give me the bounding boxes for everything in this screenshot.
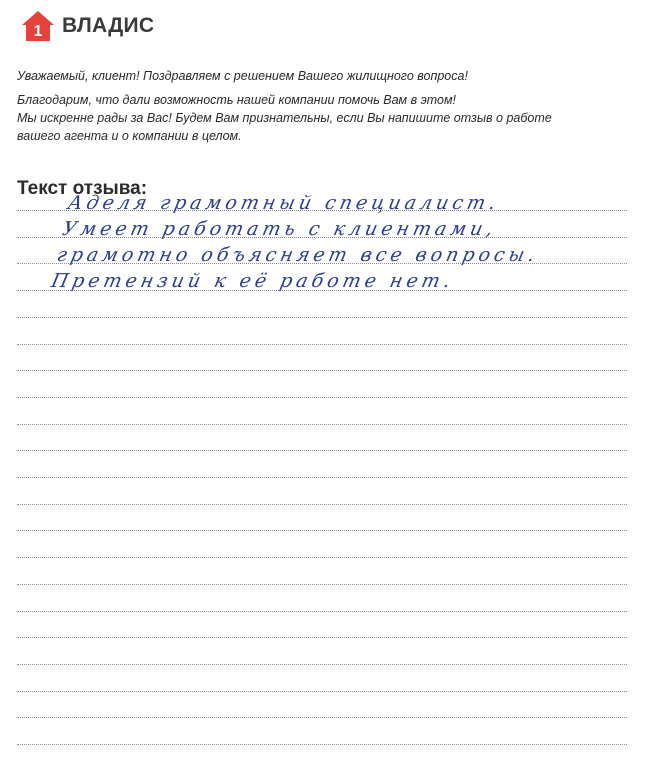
ruled-line bbox=[17, 450, 627, 451]
review-title: Текст отзыва: bbox=[17, 178, 148, 199]
ruled-line bbox=[17, 744, 627, 745]
ruled-line bbox=[17, 717, 627, 718]
handwritten-line: Претензий к её работе нет. bbox=[49, 270, 457, 292]
intro-greeting: Уважаемый, клиент! Поздравляем с решением Вашего жилищного вопроса! bbox=[17, 69, 468, 83]
intro-thanks: Благодарим, что дали возможность нашей компании помочь Вам в этом! bbox=[17, 93, 457, 107]
ruled-line bbox=[17, 691, 627, 692]
intro-request-1: Мы искренне рады за Вас! Будем Вам признательны, если Вы напишите отзыв о работе bbox=[17, 111, 552, 125]
brand-name: ВЛАДИС bbox=[62, 14, 155, 37]
ruled-line bbox=[17, 584, 627, 585]
ruled-line bbox=[17, 504, 627, 505]
ruled-line bbox=[17, 530, 627, 531]
ruled-line bbox=[17, 344, 627, 345]
ruled-line bbox=[17, 664, 627, 665]
handwritten-line: Умеет работать с клиентами, bbox=[60, 218, 499, 240]
logo-digit: 1 bbox=[33, 23, 43, 40]
ruled-line bbox=[17, 317, 627, 318]
intro-text bbox=[17, 67, 627, 145]
ruled-line bbox=[17, 611, 627, 612]
ruled-line bbox=[17, 370, 627, 371]
handwritten-review bbox=[49, 190, 631, 294]
ruled-line bbox=[17, 397, 627, 398]
ruled-line bbox=[17, 477, 627, 478]
ruled-line bbox=[17, 637, 627, 638]
handwritten-line: Аделя грамотный специалист. bbox=[65, 192, 502, 214]
brand-logo bbox=[20, 9, 154, 43]
ruled-line bbox=[17, 424, 627, 425]
house-logo-icon bbox=[20, 9, 56, 43]
intro-request-2: вашего агента и о компании в целом. bbox=[17, 129, 242, 143]
handwritten-line: грамотно объясняет все вопросы. bbox=[54, 244, 541, 266]
ruled-line bbox=[17, 557, 627, 558]
